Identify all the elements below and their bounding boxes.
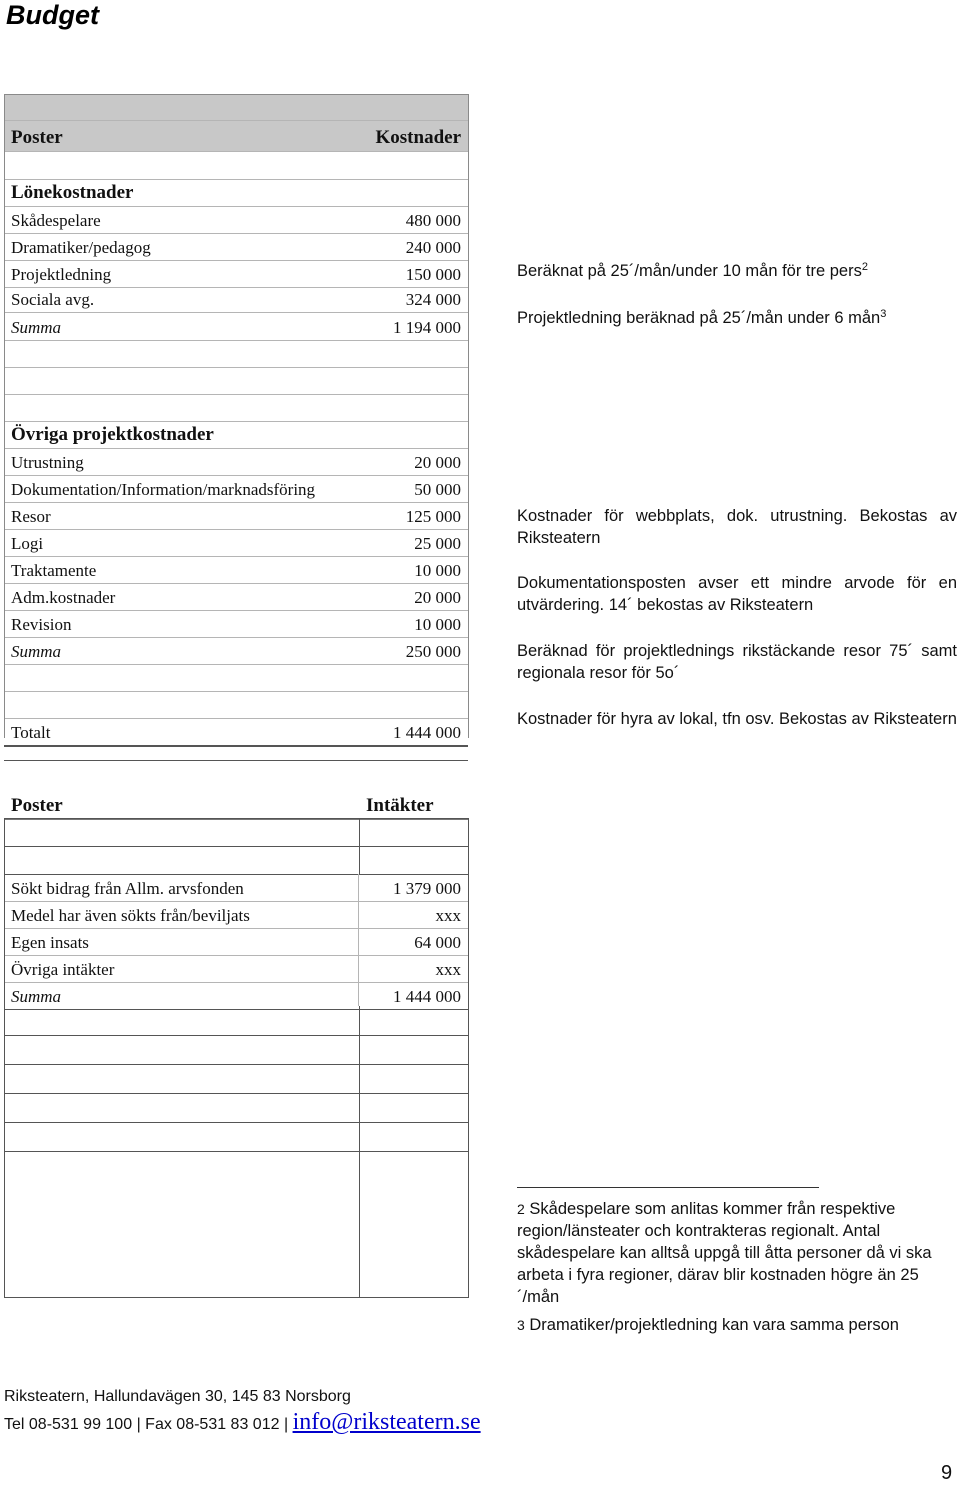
income-table	[4, 874, 468, 1010]
header-poster: Poster	[11, 127, 63, 148]
table-row: Revision 10 000	[4, 611, 468, 638]
table-left-border	[4, 94, 5, 738]
email-link[interactable]: info@riksteatern.se	[292, 1409, 481, 1435]
footer-address: Riksteatern, Hallundavägen 30, 145 83 Norsborg	[4, 1388, 351, 1405]
footnote-2: $^2$ Skådespelare som anlitas kommer från respektive region/länsteater och kontrakteras regionalt. Antal skådespelare kan alltså uppgå till åtta personer då vi ska arbeta i fyra regioner, därav blir kostnaden högre än 25´/mån	[517, 1200, 932, 1306]
income-grid-top	[4, 818, 469, 875]
income-sum-row: Summa 1 444 000	[4, 983, 468, 1010]
table-row: Adm.kostnader 20 000	[4, 584, 468, 611]
table-row: Sociala avg. 324 000	[4, 288, 468, 313]
table-row: Resor 125 000	[4, 503, 468, 530]
table-right-border	[468, 94, 469, 738]
table-row: Dramatiker/pedagog 240 000	[4, 234, 468, 261]
note-equipment: Kostnader för webbplats, dok. utrustning. Bekostas av Riksteatern	[517, 507, 957, 547]
table-row: Egen insats 64 000	[4, 929, 468, 956]
salary-heading: Lönekostnader	[4, 180, 468, 207]
note-documentation: Dokumentationsposten avser ett mindre arvode för en utvärdering. 14´ bekostas av Riksteatern	[517, 574, 957, 614]
salary-note-2: Projektledning beräknad på 25´/mån under 6 mån$^3$	[517, 308, 887, 327]
page-title: Budget	[6, 0, 99, 30]
table-row: Traktamente 10 000	[4, 557, 468, 584]
table-row: Utrustning 20 000	[4, 449, 468, 476]
other-costs-heading: Övriga projektkostnader	[4, 422, 468, 449]
footnote-rule	[517, 1187, 819, 1188]
other-rows	[4, 449, 468, 638]
income-grid-bottom	[4, 1006, 469, 1298]
income-header-intakter: Intäkter	[366, 795, 434, 816]
total-row: Totalt 1 444 000	[4, 719, 468, 747]
table-row: Dokumentation/Information/marknadsföring 50 000	[4, 476, 468, 503]
cost-table	[4, 94, 468, 747]
table-row: Projektledning 150 000	[4, 261, 468, 288]
income-table-header	[4, 789, 468, 820]
footnote-3: $^3$ Dramatiker/projektledning kan vara samma person	[517, 1316, 899, 1334]
table-row: Skådespelare 480 000	[4, 207, 468, 234]
cost-table-header	[4, 121, 468, 152]
salary-note-1: Beräknat på 25´/mån/under 10 mån för tre pers$^2$	[517, 261, 868, 280]
salary-sum-row: Summa 1 194 000	[4, 313, 468, 341]
table-row: Övriga intäkter xxx	[4, 956, 468, 983]
footer-fax: Fax 08-531 83 012	[145, 1416, 280, 1433]
footer-tel: Tel 08-531 99 100	[4, 1416, 133, 1433]
salary-rows	[4, 207, 468, 313]
divider	[4, 760, 468, 761]
table-row: Sökt bidrag från Allm. arvsfonden 1 379 000	[4, 875, 468, 902]
other-sum-row: Summa 250 000	[4, 638, 468, 665]
page-number: 9	[941, 1462, 953, 1484]
note-travel: Beräknad för projektlednings rikstäckande resor 75´ samt regionala resor för 5o´	[517, 642, 957, 682]
footer-contact: Tel 08-531 99 100 | Fax 08-531 83 012 | info@riksteatern.se	[4, 1409, 481, 1435]
note-admin: Kostnader för hyra av lokal, tfn osv. Bekostas av Riksteatern	[517, 710, 957, 728]
header-kostnader: Kostnader	[375, 127, 461, 148]
income-header-poster: Poster	[11, 795, 63, 816]
table-row: Logi 25 000	[4, 530, 468, 557]
table-row: Medel har även sökts från/beviljats xxx	[4, 902, 468, 929]
